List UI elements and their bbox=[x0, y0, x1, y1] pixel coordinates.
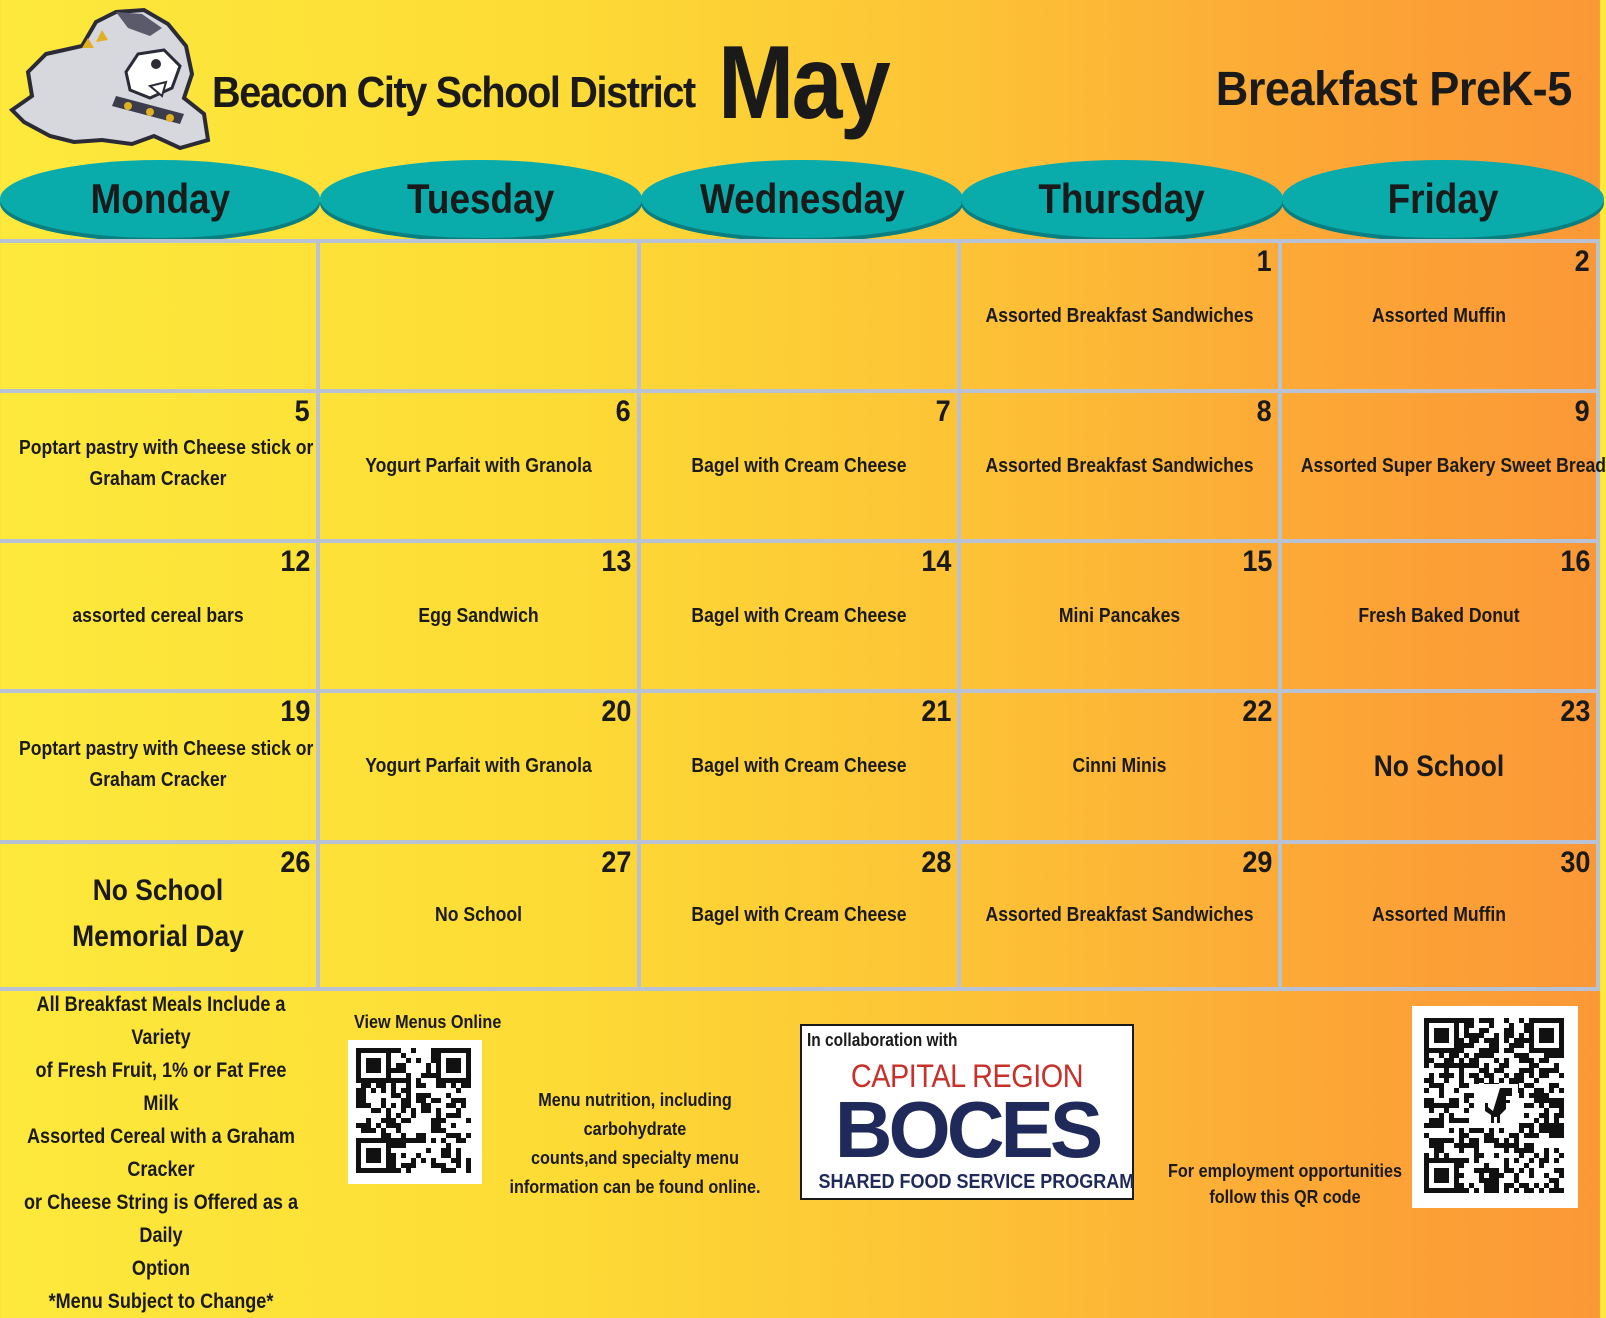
menu-item: Graham Cracker bbox=[89, 769, 227, 791]
nutrition-line: counts,and specialty menu bbox=[531, 1148, 739, 1168]
meal-note-line: or Cheese String is Offered as a Daily bbox=[23, 1191, 298, 1247]
calendar-date: 22 bbox=[1241, 695, 1272, 728]
calendar-date: 16 bbox=[1559, 545, 1590, 578]
calendar-cell bbox=[320, 844, 641, 991]
calendar-cell bbox=[961, 243, 1282, 393]
calendar-grid bbox=[0, 239, 1606, 987]
menu-item: Assorted Breakfast Sandwiches bbox=[985, 305, 1254, 327]
boces-name-label: BOCES bbox=[834, 1085, 1100, 1174]
menu-item: No School bbox=[434, 904, 523, 926]
calendar-date: 12 bbox=[279, 545, 310, 578]
calendar-cell bbox=[641, 393, 961, 543]
calendar-cell bbox=[961, 693, 1282, 844]
calendar-date: 6 bbox=[615, 395, 631, 428]
calendar-cell bbox=[1282, 243, 1600, 393]
calendar-cell bbox=[320, 243, 641, 393]
weekday-label: Wednesday bbox=[699, 175, 905, 222]
menu-item: Bagel with Cream Cheese bbox=[691, 605, 907, 627]
menu-item: Assorted Muffin bbox=[1372, 305, 1506, 327]
calendar-cell bbox=[320, 543, 641, 693]
menu-item: Poptart pastry with Cheese stick or bbox=[18, 437, 314, 459]
calendar-cell bbox=[961, 844, 1282, 991]
calendar-cell bbox=[1282, 393, 1606, 543]
calendar-date: 29 bbox=[1241, 846, 1272, 879]
calendar-cell bbox=[1282, 844, 1600, 991]
calendar-cell bbox=[0, 693, 320, 844]
meal-note-line: Option bbox=[131, 1257, 191, 1280]
weekday-header-row bbox=[0, 160, 1600, 240]
weekday-thursday bbox=[961, 160, 1283, 238]
calendar-date: 7 bbox=[935, 395, 951, 428]
menu-item: Poptart pastry with Cheese stick or bbox=[18, 738, 314, 760]
calendar-cell bbox=[641, 543, 961, 693]
calendar-date: 23 bbox=[1559, 695, 1590, 728]
menu-item: Assorted Breakfast Sandwiches bbox=[985, 455, 1254, 477]
meal-note-line: of Fresh Fruit, 1% or Fat Free Milk bbox=[35, 1059, 287, 1115]
menu-item: Yogurt Parfait with Granola bbox=[365, 755, 592, 777]
menu-item: Bagel with Cream Cheese bbox=[691, 904, 907, 926]
menu-item: Graham Cracker bbox=[89, 468, 227, 490]
menu-item: Bagel with Cream Cheese bbox=[691, 455, 907, 477]
meal-notes bbox=[23, 988, 300, 1318]
calendar-date: 5 bbox=[294, 395, 310, 428]
calendar-date: 2 bbox=[1574, 245, 1590, 278]
boces-logo bbox=[800, 1024, 1134, 1200]
calendar-date: 20 bbox=[600, 695, 631, 728]
calendar-date: 8 bbox=[1256, 395, 1272, 428]
calendar-date: 19 bbox=[279, 695, 310, 728]
weekday-tuesday bbox=[320, 160, 642, 238]
boces-collab-label: In collaboration with bbox=[807, 1030, 958, 1050]
menu-item: Assorted Breakfast Sandwiches bbox=[985, 904, 1254, 926]
employment-line: follow this QR code bbox=[1209, 1187, 1361, 1207]
menu-item: Assorted Super Bakery Sweet Bread bbox=[1300, 455, 1606, 477]
menu-item: assorted cereal bars bbox=[72, 605, 244, 627]
menu-item: No School bbox=[92, 874, 224, 907]
calendar-date: 13 bbox=[600, 545, 631, 578]
calendar-cell bbox=[0, 543, 320, 693]
weekday-label: Monday bbox=[90, 175, 230, 222]
view-menus-online-label: View Menus Online bbox=[354, 1012, 502, 1032]
calendar-cell bbox=[0, 393, 320, 543]
calendar-date: 26 bbox=[279, 846, 310, 879]
menu-item: Yogurt Parfait with Granola bbox=[365, 455, 592, 477]
menu-item: Fresh Baked Donut bbox=[1358, 605, 1520, 627]
menu-title: Breakfast PreK-5 bbox=[1215, 63, 1572, 116]
calendar-date: 30 bbox=[1559, 846, 1590, 879]
calendar-cell bbox=[0, 844, 320, 991]
weekday-label: Thursday bbox=[1038, 175, 1206, 222]
header bbox=[0, 0, 1600, 160]
month-title: May bbox=[718, 25, 889, 141]
weekday-label: Friday bbox=[1387, 175, 1499, 222]
calendar-date: 15 bbox=[1241, 545, 1272, 578]
weekday-label: Tuesday bbox=[407, 175, 555, 222]
calendar-cell bbox=[1282, 693, 1600, 844]
menu-item: Bagel with Cream Cheese bbox=[691, 755, 907, 777]
qr-code-icon[interactable] bbox=[348, 1040, 482, 1184]
menu-item: Cinni Minis bbox=[1072, 755, 1167, 777]
calendar-cell bbox=[320, 693, 641, 844]
calendar-cell bbox=[641, 243, 961, 393]
boces-program-label: SHARED FOOD SERVICE PROGRAM bbox=[818, 1171, 1135, 1193]
menu-item: Mini Pancakes bbox=[1058, 605, 1181, 627]
district-name: Beacon City School District bbox=[212, 68, 695, 117]
weekday-monday bbox=[0, 160, 320, 238]
weekday-wednesday bbox=[641, 160, 963, 238]
calendar-cell bbox=[961, 393, 1282, 543]
employment-text bbox=[1156, 1158, 1413, 1210]
menu-item: Egg Sandwich bbox=[418, 605, 539, 627]
meal-note-line: *Menu Subject to Change* bbox=[48, 1290, 274, 1313]
menu-item: Memorial Day bbox=[72, 920, 244, 953]
bulldog-mascot-icon bbox=[4, 2, 214, 152]
qr-code-dinosaur-icon[interactable] bbox=[1412, 1006, 1578, 1208]
menu-item: Assorted Muffin bbox=[1372, 904, 1506, 926]
meal-note-line: Assorted Cereal with a Graham bbox=[27, 1125, 295, 1148]
employment-line: For employment opportunities bbox=[1167, 1161, 1402, 1181]
calendar-date: 21 bbox=[920, 695, 951, 728]
calendar-date: 1 bbox=[1256, 245, 1272, 278]
boces-region-label: CAPITAL REGION bbox=[850, 1058, 1084, 1094]
nutrition-info-text bbox=[492, 1086, 778, 1202]
menu-item: No School bbox=[1373, 750, 1505, 783]
calendar-cell bbox=[0, 243, 320, 393]
nutrition-line: Menu nutrition, including carbohydrate bbox=[538, 1090, 732, 1139]
calendar-date: 9 bbox=[1574, 395, 1590, 428]
calendar-cell bbox=[641, 693, 961, 844]
calendar-cell bbox=[1282, 543, 1600, 693]
calendar-date: 28 bbox=[920, 846, 951, 879]
calendar-date: 27 bbox=[600, 846, 631, 879]
calendar-date: 14 bbox=[920, 545, 951, 578]
calendar-cell bbox=[641, 844, 961, 991]
nutrition-line: information can be found online. bbox=[509, 1177, 761, 1197]
meal-note-line: All Breakfast Meals Include a Variety bbox=[36, 993, 286, 1049]
meal-note-line: Cracker bbox=[127, 1158, 195, 1181]
calendar-cell bbox=[320, 393, 641, 543]
weekday-friday bbox=[1282, 160, 1604, 238]
calendar-cell bbox=[961, 543, 1282, 693]
